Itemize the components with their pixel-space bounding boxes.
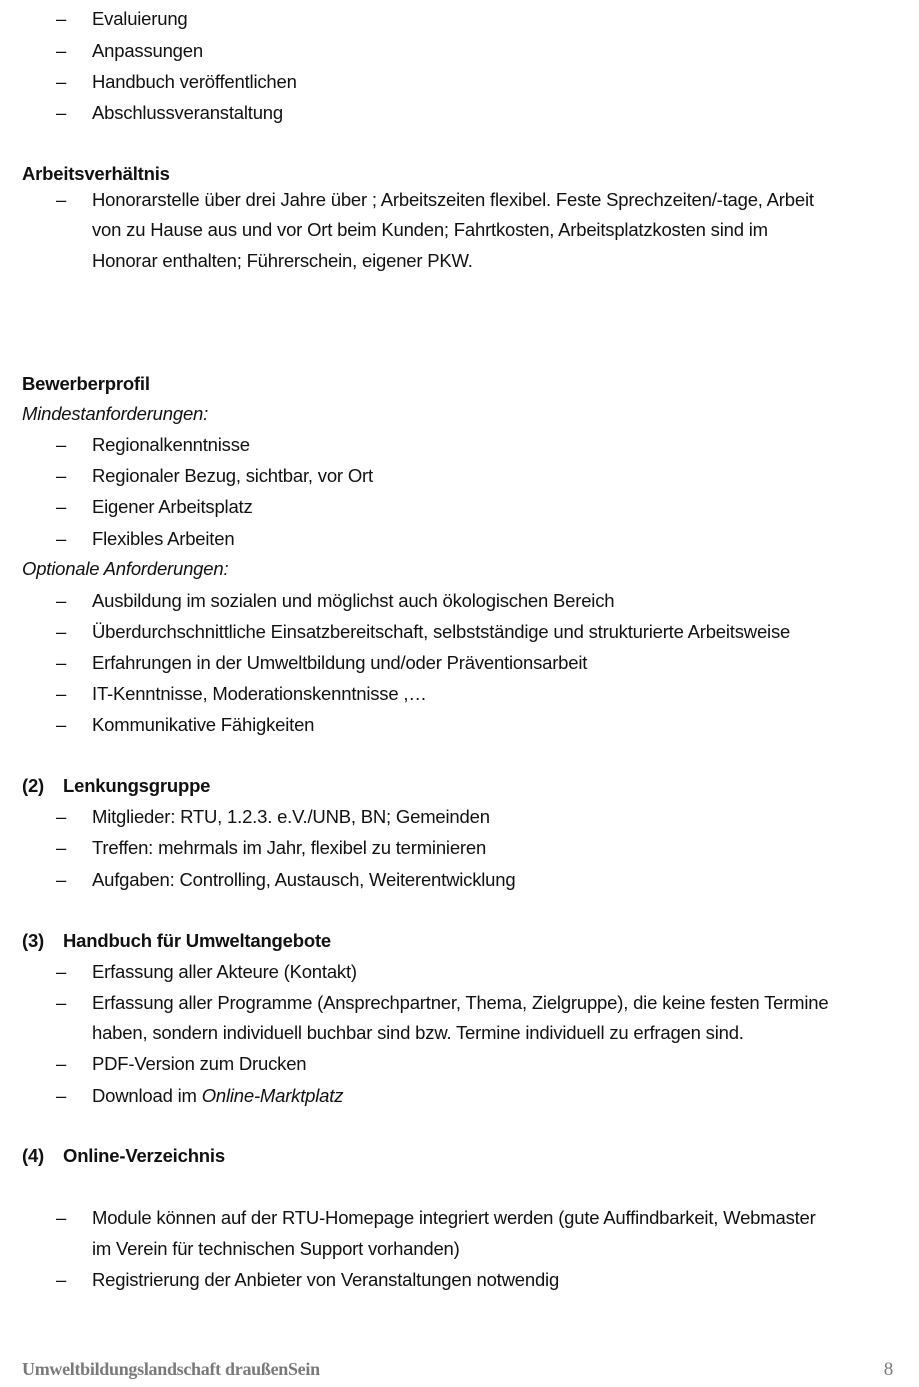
list-item-text: Erfahrungen in der Umweltbildung und/oder Präventionsarbeit [92,652,588,673]
bullet-dash: – [56,40,67,61]
list-item-text: Anpassungen [92,40,203,61]
heading-arbeitsverhaeltnis: Arbeitsverhältnis [22,163,170,184]
list-item-text: im Verein für technischen Support vorhanden) [92,1238,460,1259]
list-item-text: Registrierung der Anbieter von Veranstaltungen notwendig [92,1269,560,1290]
bullet-dash: – [56,71,67,92]
list-item-text: Handbuch veröffentlichen [92,71,297,92]
list-item-text: Überdurchschnittliche Einsatzbereitschaft, selbstständige und strukturierte Arbeitsweise [92,621,791,642]
list-item-text: Eigener Arbeitsplatz [92,496,253,517]
heading-bewerberprofil: Bewerberprofil [22,373,150,394]
bullet-dash: – [56,837,67,858]
bullet-dash: – [56,806,67,827]
list-item-text: PDF-Version zum Drucken [92,1053,307,1074]
section-title: Lenkungsgruppe [63,775,211,796]
list-item-text: Honorar enthalten; Führerschein, eigener PKW. [92,250,473,271]
footer-page-number: 8 [883,1359,893,1380]
list-item-text: Regionaler Bezug, sichtbar, vor Ort [92,465,373,486]
list-item-text: Aufgaben: Controlling, Austausch, Weiterentwicklung [92,869,516,890]
section-number: (3) [22,930,45,951]
bullet-dash: – [56,683,67,704]
subheading-mindestanforderungen: Mindestanforderungen: [22,403,209,424]
bullet-dash: – [56,1269,67,1290]
bullet-dash: – [56,961,67,982]
section-number: (2) [22,775,45,796]
bullet-dash: – [56,869,67,890]
bullet-dash: – [56,590,67,611]
list-item-text: Flexibles Arbeiten [92,528,235,549]
list-item-text: Evaluierung [92,8,188,29]
list-item-text: Mitglieder: RTU, 1.2.3. e.V./UNB, BN; Gemeinden [92,806,490,827]
list-item-text: von zu Hause aus und vor Ort beim Kunden; Fahrtkosten, Arbeitsplatzkosten sind im [92,219,768,240]
list-item-text-plain: Download im [92,1085,202,1106]
bullet-dash: – [56,621,67,642]
bullet-dash: – [56,189,67,210]
bullet-dash: – [56,8,67,29]
section-title: Online-Verzeichnis [63,1145,225,1166]
footer-document-title: Umweltbildungslandschaft draußenSein [22,1359,320,1379]
list-item-text: Regionalkenntnisse [92,434,250,455]
list-item-text: Erfassung aller Akteure (Kontakt) [92,961,357,982]
list-item-text: haben, sondern individuell buchbar sind bzw. Termine individuell zu erfragen sind. [92,1022,744,1043]
list-item-text: Abschlussveranstaltung [92,102,283,123]
subheading-optionale-anforderungen: Optionale Anforderungen: [22,558,229,579]
bullet-dash: – [56,714,67,735]
online-marktplatz-emphasis: Online-Marktplatz [201,1085,344,1106]
list-item-text: Erfassung aller Programme (Ansprechpartner, Thema, Zielgruppe), die keine festen Termine [92,992,829,1013]
list-item-text: IT-Kenntnisse, Moderationskenntnisse ,… [92,683,427,704]
bullet-dash: – [56,1085,67,1106]
section-title: Handbuch für Umweltangebote [63,930,331,951]
list-item-text: Kommunikative Fähigkeiten [92,714,315,735]
list-item-text: Treffen: mehrmals im Jahr, flexibel zu terminieren [92,837,487,858]
bullet-dash: – [56,992,67,1013]
section-number: (4) [22,1145,45,1166]
bullet-dash: – [56,465,67,486]
list-item-text: Honorarstelle über drei Jahre über ; Arbeitszeiten flexibel. Feste Sprechzeiten/-tage, Arbeit [92,189,814,210]
bullet-dash: – [56,1053,67,1074]
list-item-text: Module können auf der RTU-Homepage integriert werden (gute Auffindbarkeit, Webmaster [92,1207,816,1228]
bullet-dash: – [56,1207,67,1228]
bullet-dash: – [56,102,67,123]
bullet-dash: – [56,652,67,673]
bullet-dash: – [56,496,67,517]
bullet-dash: – [56,528,67,549]
list-item-text [92,1080,343,1111]
list-item-text: Ausbildung im sozialen und möglichst auch ökologischen Bereich [92,590,615,611]
bullet-dash: – [56,434,67,455]
